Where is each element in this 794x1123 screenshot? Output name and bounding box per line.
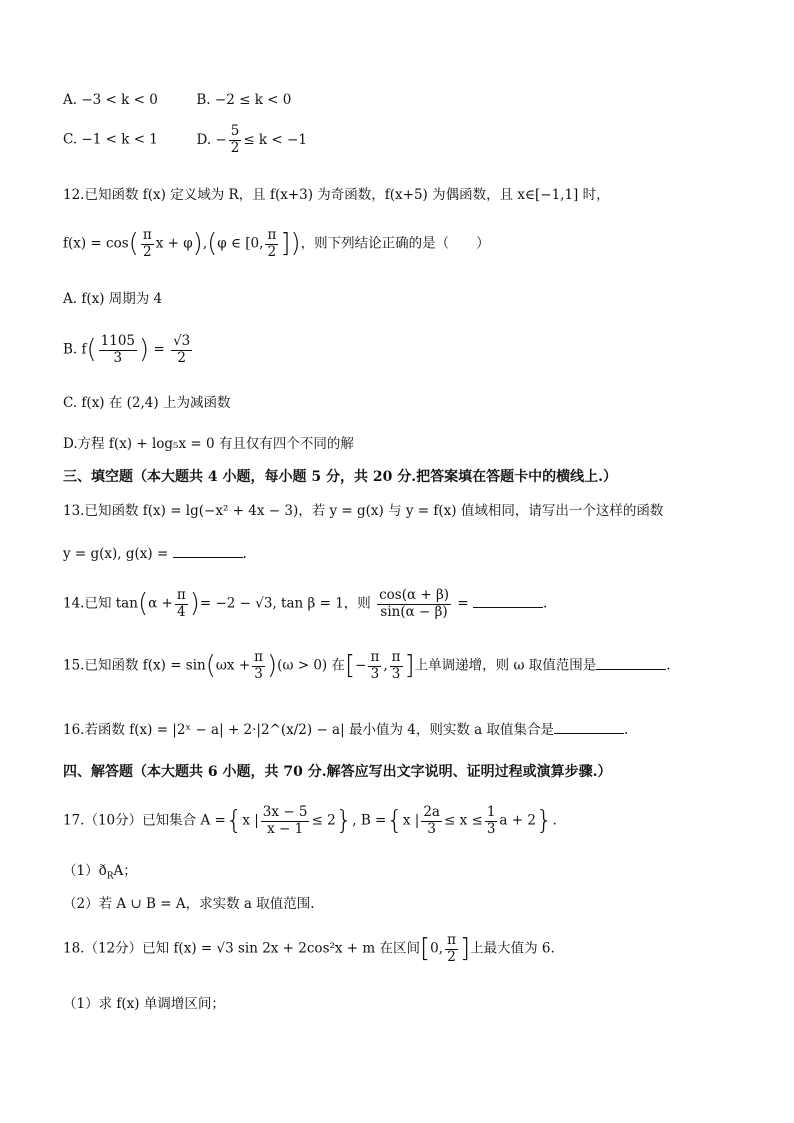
q11-options-row2 — [63, 124, 307, 156]
q11-option-b: B. −2 ≤ k < 0 — [196, 92, 292, 108]
section-3-heading: 三、填空题（本大题共 4 小题，每小题 5 分，共 20 分.把答案填在答题卡中的横线上.） — [63, 469, 617, 485]
q18-stem: 18.（12分）已知 f(x) = √3 sin 2x + 2cos²x + m 在区间[0, $\frac{\pi}{2}$ ]上最大值为 6. — [63, 932, 555, 965]
q15-stem: 15.已知函数 f(x) = sin(ωx + $\frac{\pi}{3}$ )(ω > 0) 在[− $\frac{\pi}{3}$ , $\frac{\pi}{3}$ ]上单调递增，则 ω 取值范围是 . — [63, 649, 671, 682]
q13-stem-line1: 13.已知函数 f(x) = lg(−x² + 4x − 3)，若 y = g(x) 与 y = f(x) 值域相同，请写出一个这样的函数 — [63, 503, 664, 519]
q12-option-c: C. f(x) 在 (2,4) 上为减函数 — [63, 395, 231, 411]
q17-sub2: （2）若 A ∪ B = A，求实数 a 取值范围. — [63, 896, 315, 912]
q17-sub1: $(1)ð_RA$； — [63, 863, 137, 882]
q13-answer-blank[interactable] — [173, 545, 243, 558]
q17-stem: 17.（10分）已知集合 A ={x | $\frac{3x - 5}{x - 1}$ ≤ 2}, B ={x | $\frac{2a}{3}$ ≤ x ≤ $\frac{1}{3}$ a + 2}. — [63, 804, 557, 837]
q11-option-d: D. − $\frac{5}{2}$ ≤ k < −1 — [196, 123, 307, 156]
q15-answer-blank[interactable] — [596, 657, 666, 670]
q18-sub1: （1）求 f(x) 单调增区间； — [63, 996, 225, 1012]
q16-stem: 16.若函数 f(x) = |2ˣ − a| + 2·|2^(x/2) − a| 最小值为 4，则实数 a 取值集合是 . — [63, 722, 629, 738]
q13-stem-line2: y = g(x), g(x) = . — [63, 546, 247, 562]
q14-answer-blank[interactable] — [473, 595, 543, 608]
section-4-heading: 四、解答题（本大题共 6 小题，共 70 分.解答应写出文字说明、证明过程或演算步骤.） — [63, 764, 612, 780]
q12-option-a: A. f(x) 周期为 4 — [63, 291, 163, 307]
q16-answer-blank[interactable] — [554, 721, 624, 734]
q12-option-b: B. f( $\frac{1105}{3}$ ) = $\frac{√3}{2}$ — [63, 333, 191, 366]
q11-option-c: C. −1 < k < 1 — [63, 131, 158, 148]
q12-stem-line1: 12.已知函数 f(x) 定义域为 R，且 f(x+3) 为奇函数，f(x+5) 为偶函数，且 x∈[−1,1] 时， — [63, 187, 610, 203]
q14-stem: 14.已知 tan(α + $\frac{\pi}{4}$ )= −2 − √3, tan β = 1，则 $\frac{\cos(\alpha + \beta)}{\sin(\alpha - \beta)}$ = . — [63, 587, 548, 620]
q12-option-d: D.方程 f(x) + log₅x = 0 有且仅有四个不同的解 — [63, 436, 354, 452]
q11-options-row1 — [63, 92, 291, 108]
q12-stem-line2: f(x) = cos( $\frac{\pi}{2}$ x + φ),(φ ∈ [0, $\frac{\pi}{2}$ ])，则下列结论正确的是（ ） — [63, 227, 490, 260]
q11-option-a: A. −3 < k < 0 — [63, 92, 158, 108]
